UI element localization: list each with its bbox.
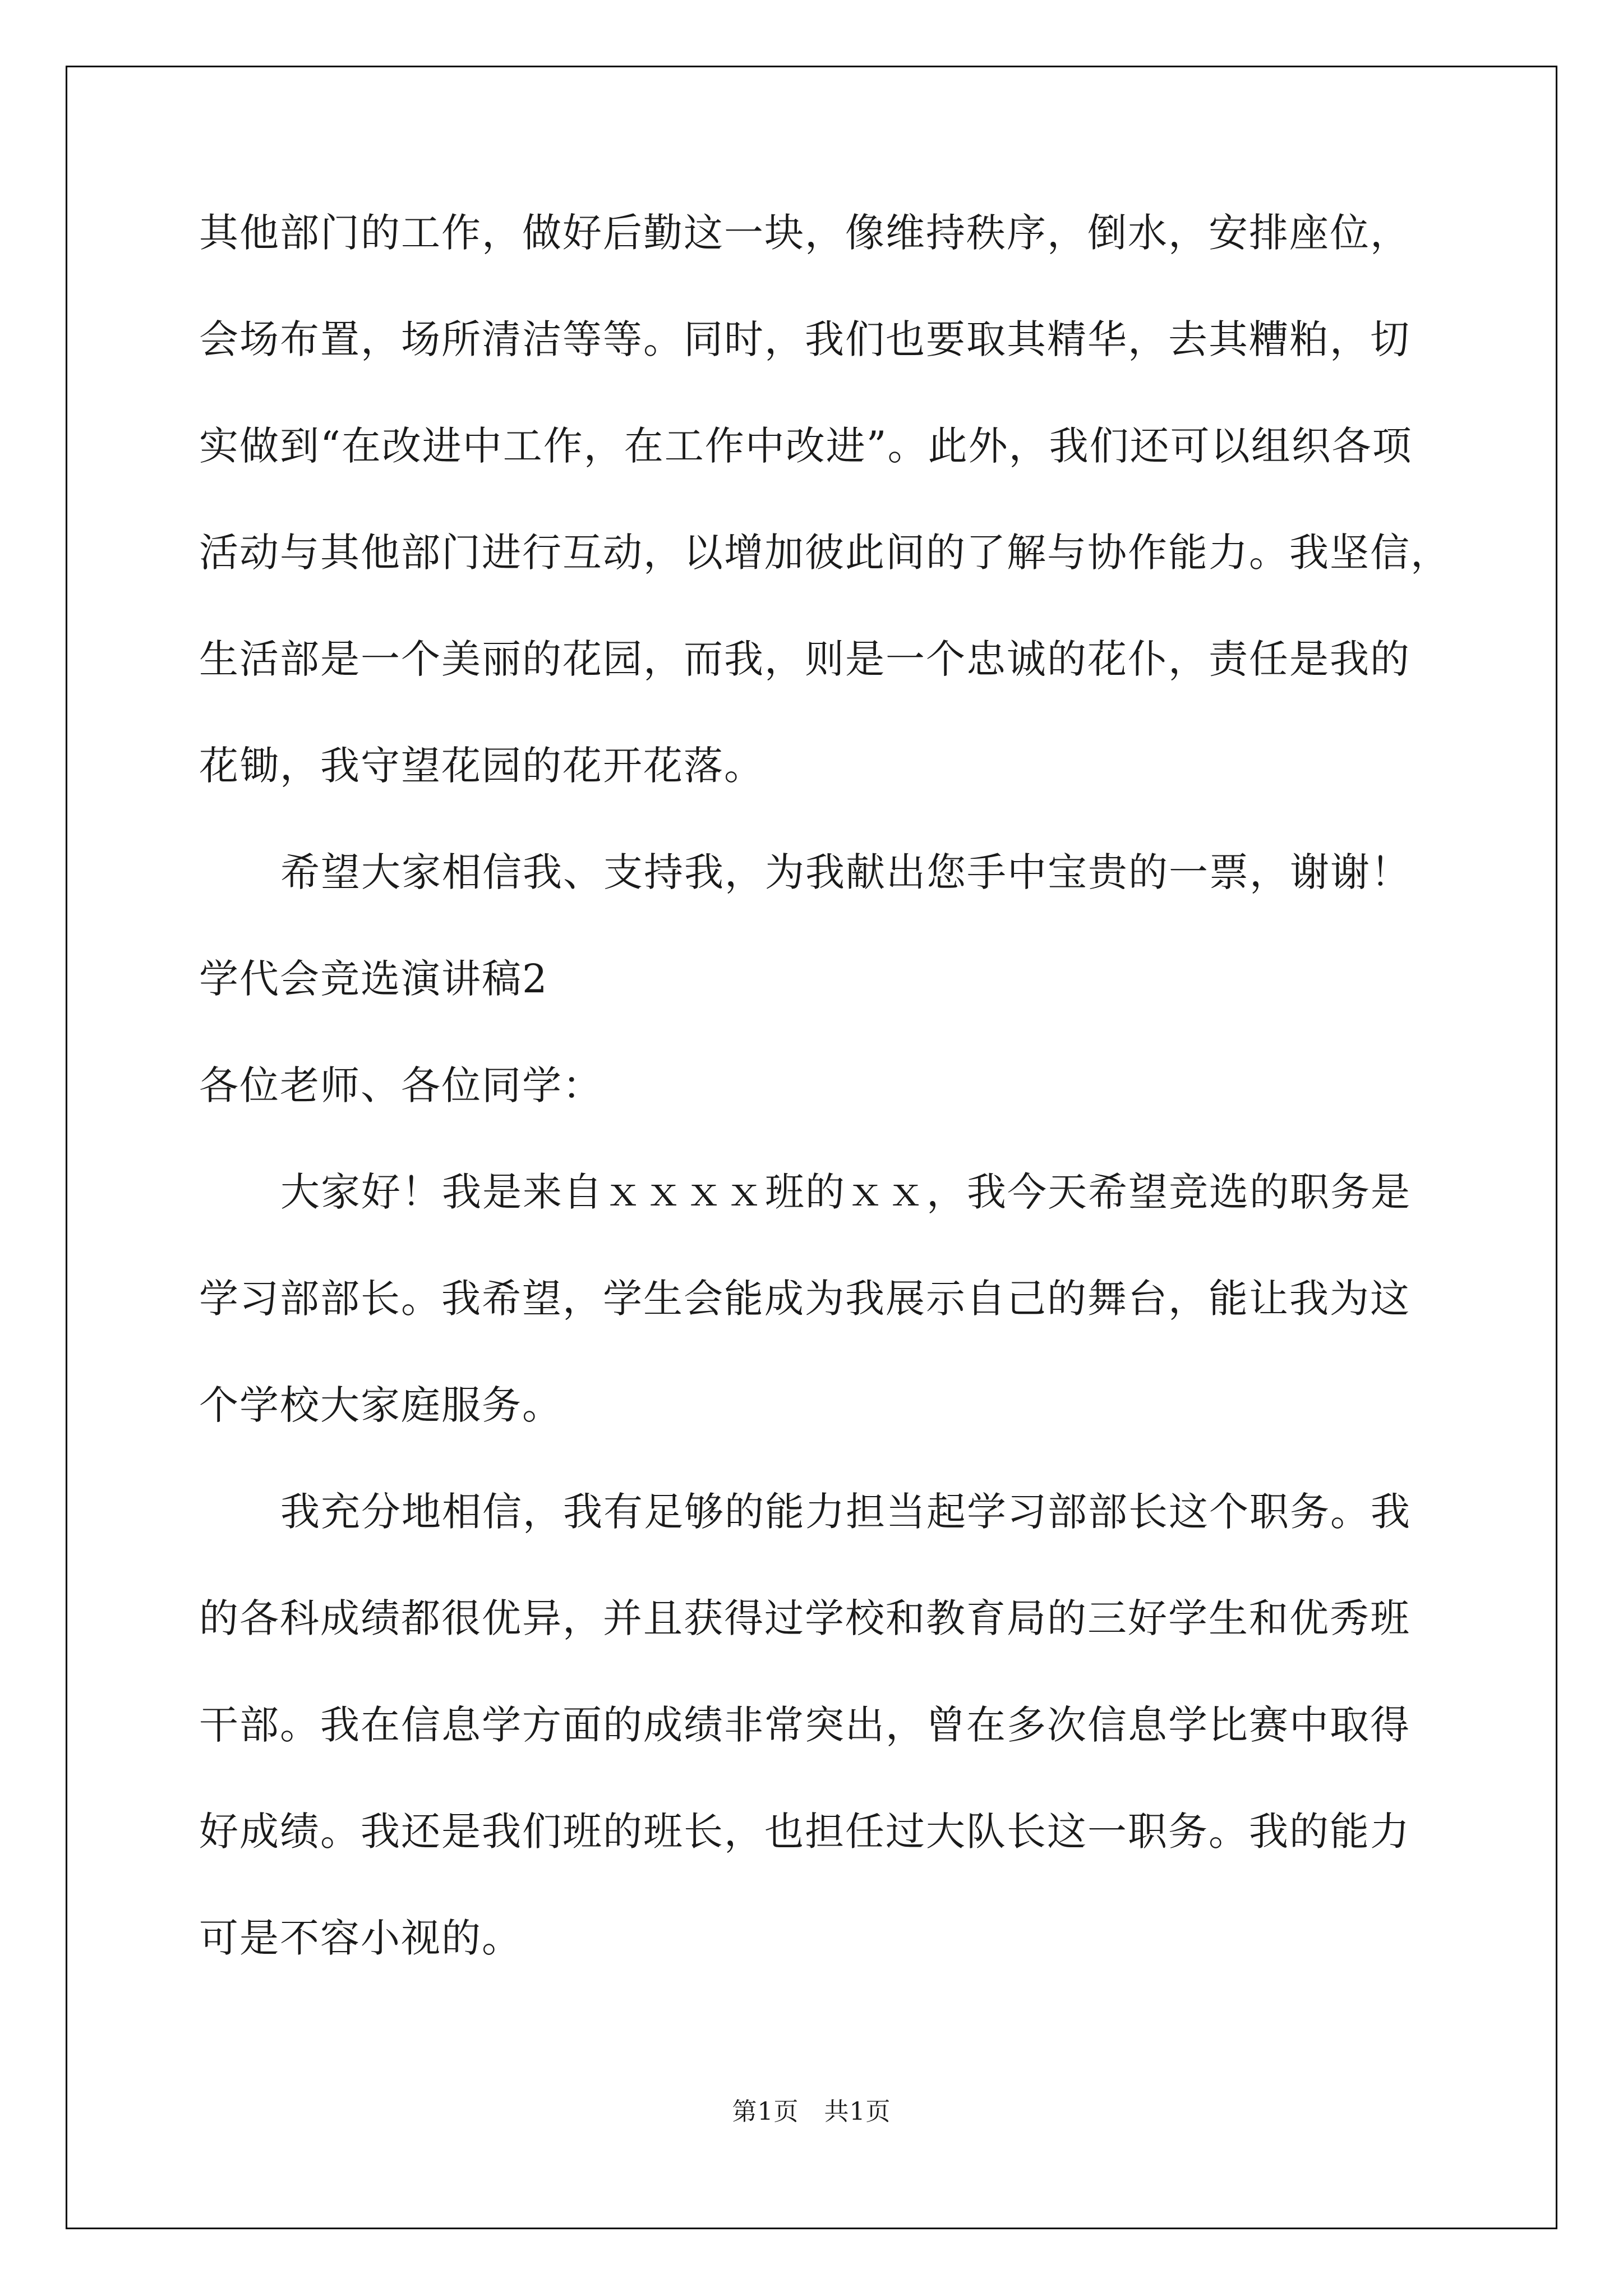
text-line: 活动与其他部门进行互动，以增加彼此间的了解与协作能力。我坚信， <box>199 530 1451 576</box>
page-footer: 第1页 共1页 <box>732 2097 891 2126</box>
text-line: 大家好！我是来自ｘｘｘｘ班的ｘｘ，我今天希望竞选的职务是 <box>280 1169 1411 1215</box>
text-line: 可是不容小视的。 <box>199 1915 522 1961</box>
text-line: 花锄，我守望花园的花开花落。 <box>199 743 764 789</box>
text-line: 个学校大家庭服务。 <box>199 1382 562 1428</box>
salutation: 各位老师、各位同学： <box>199 1062 603 1108</box>
text-line: 的各科成绩都很优异，并且获得过学校和教育局的三好学生和优秀班 <box>199 1595 1410 1641</box>
text-line: 其他部门的工作，做好后勤这一块，像维持秩序，倒水，安排座位， <box>199 210 1410 256</box>
page-border <box>66 66 1557 2229</box>
text-line: 实做到“在改进中工作，在工作中改进”。此外，我们还可以组织各项 <box>199 423 1413 469</box>
text-line: 希望大家相信我、支持我，为我献出您手中宝贵的一票，谢谢！ <box>280 849 1411 895</box>
text-line: 学习部部长。我希望，学生会能成为我展示自己的舞台，能让我为这 <box>199 1276 1410 1322</box>
text-line: 我充分地相信，我有足够的能力担当起学习部部长这个职务。我 <box>280 1489 1411 1535</box>
section-heading: 学代会竞选演讲稿2 <box>199 956 548 1002</box>
text-line: 好成绩。我还是我们班的班长，也担任过大队长这一职务。我的能力 <box>199 1809 1410 1855</box>
text-line: 会场布置，场所清洁等等。同时，我们也要取其精华，去其糟粕，切 <box>199 316 1410 362</box>
text-line: 干部。我在信息学方面的成绩非常突出，曾在多次信息学比赛中取得 <box>199 1702 1410 1748</box>
text-line: 生活部是一个美丽的花园，而我，则是一个忠诚的花仆，责任是我的 <box>199 636 1410 682</box>
